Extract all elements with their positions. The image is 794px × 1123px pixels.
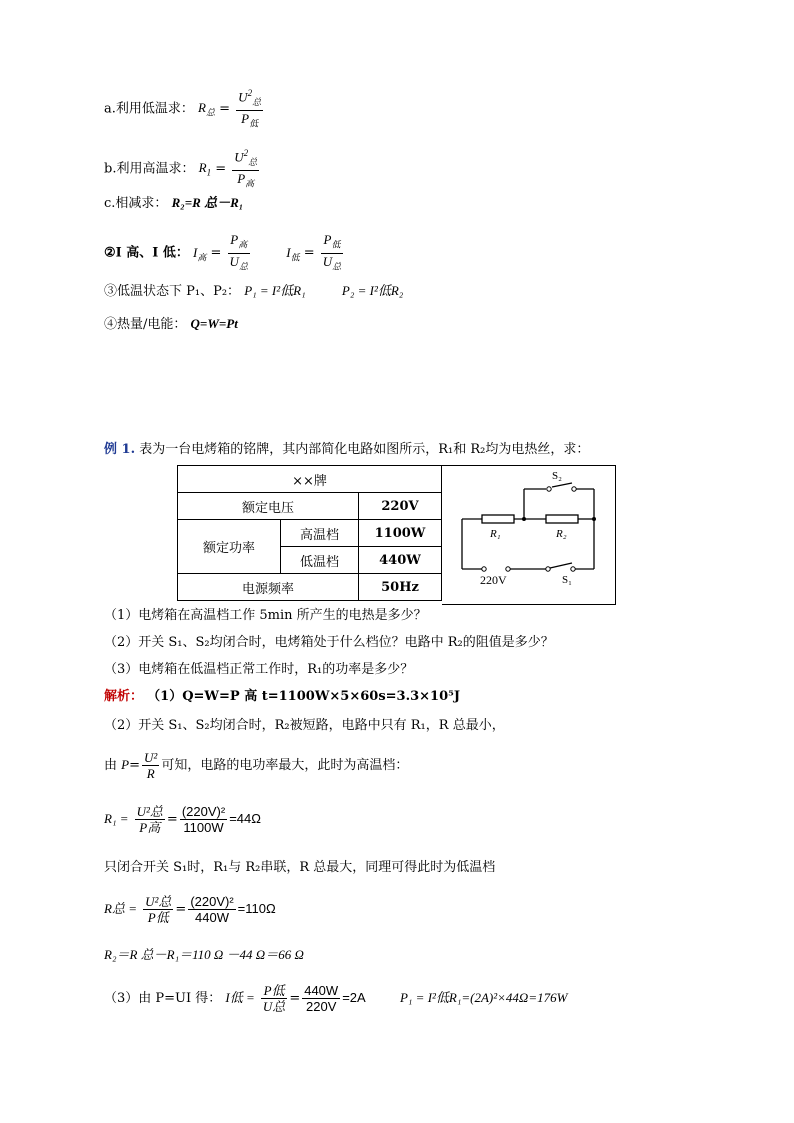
step-4 xyxy=(104,314,238,335)
circuit-diagram xyxy=(442,465,616,605)
question-1: （1）电烤箱在高温档工作 5min 所产生的电热是多少？ xyxy=(104,608,427,623)
step-3-label: ③低温状态下 P₁、P₂： xyxy=(104,284,241,299)
step-4-label: ④热量/电能： xyxy=(104,317,187,332)
solution-label: 解析： xyxy=(104,689,144,704)
table-voltage-value: 220V xyxy=(359,493,442,520)
formula-a-fraction: $\frac{U^2_总}{P_低}$ xyxy=(238,88,262,129)
table-high-label: 高温档 xyxy=(281,520,359,547)
step-4-formula: Q=W=Pt xyxy=(190,316,238,331)
rt-fraction-1: $\frac{\text{U²总}}{\text{P低}}$ xyxy=(145,894,172,925)
r1-result: =44Ω xyxy=(229,811,261,826)
current-result: =2A xyxy=(342,990,366,1005)
table-high-value: 1100W xyxy=(359,520,442,547)
formula-b-label: b.利用高温求： xyxy=(104,161,195,177)
label-r2: R₂ xyxy=(556,528,567,540)
solution-3: 只闭合开关 S₁时，R₁与 R₂串联，R 总最大，同理可得此时为低温档 xyxy=(104,860,496,875)
rt-lhs: R总 = xyxy=(104,901,137,916)
circuit-svg xyxy=(442,466,616,606)
solution-4-prefix: （3）由 P=UI 得： xyxy=(104,991,222,1006)
example-intro xyxy=(104,440,589,460)
question-3: （3）电烤箱在低温档正常工作时，R₁的功率是多少？ xyxy=(104,662,414,677)
solution-2b-prefix: 由 xyxy=(104,758,118,773)
nameplate-table xyxy=(177,465,442,601)
power-symbol: P xyxy=(121,757,130,772)
rt-result: =110Ω xyxy=(237,901,276,916)
solution-2b-suffix: 可知，电路的电功率最大，此时为高温档： xyxy=(161,758,409,773)
r1-fraction-1: $\frac{\text{U²总}}{\text{P高}}$ xyxy=(136,804,163,835)
formula-c-expression: R₂=R 总－R₁ xyxy=(171,195,244,210)
solution-1 xyxy=(104,687,460,707)
solution-2b xyxy=(104,750,408,781)
formula-c xyxy=(104,193,243,214)
step-3-p1: P₁ = I²低R₁ xyxy=(244,283,306,298)
p1-result: P₁ = I²低R₁=(2A)²×44Ω=176W xyxy=(399,990,568,1005)
table-low-label: 低温档 xyxy=(281,547,359,574)
current-fraction-2: $\frac{440W}{220V}$ xyxy=(304,983,339,1014)
example-label: 例 1. xyxy=(104,442,136,457)
i-high-fraction: $\frac{P_高}{U_总}$ xyxy=(229,232,248,272)
formula-b-fraction: $\frac{U^2_总}{P_高}$ xyxy=(234,148,258,189)
r1-calculation: R₁ = $\frac{\text{U²总}}{\text{P高}}$ = $\frac{\text{(220V)²}}{1100W}$ =44Ω xyxy=(104,804,261,835)
label-voltage: 220V xyxy=(480,573,507,587)
step-2-label: ②I 高、I 低： xyxy=(104,245,189,261)
table-freq-label: 电源频率 xyxy=(178,574,359,601)
label-s2: S₂ xyxy=(552,470,562,482)
solution-2: （2）开关 S₁、S₂均闭合时，R₂被短路，电路中只有 R₁，R 总最小， xyxy=(104,718,505,733)
power-fraction: $\frac{\text{U²}}{R}$ xyxy=(144,750,158,781)
label-r1: R₁ xyxy=(490,528,501,540)
rt-fraction-2: $\frac{\text{(220V)²}}{440W}$ xyxy=(190,894,234,925)
solution-1-text: （1）Q=W=P 高 t=1100W×5×60s=3.3×10⁵J xyxy=(147,689,460,704)
formula-a-lhs: $R_总$ xyxy=(198,100,215,118)
question-2: （2）开关 S₁、S₂均闭合时，电烤箱处于什么档位？电路中 R₂的阻值是多少？ xyxy=(104,635,554,650)
current-fraction-1: $\frac{\text{P低}}{\text{U总}}$ xyxy=(262,983,286,1014)
rt-calculation: R总 = $\frac{\text{U²总}}{\text{P低}}$ = $\frac{\text{(220V)²}}{440W}$ =110Ω xyxy=(104,894,276,925)
formula-b: b.利用高温求： $R_1$ = $\frac{U^2_总}{P_高}$ xyxy=(104,146,261,192)
r2-result-line: R₂＝R 总－R₁＝110 Ω －44 Ω＝66 Ω xyxy=(104,947,304,962)
step-3-p2: P₂ = I²低R₂ xyxy=(341,283,404,298)
current-low: I低 = xyxy=(225,990,255,1005)
table-power-label: 额定功率 xyxy=(178,520,281,574)
table-low-value: 440W xyxy=(359,547,442,574)
solution-4: （3）由 P=UI 得： I低 = $\frac{\text{P低}}{\text{U总}}$ = $\frac{440W}{220V}$ =2A P₁ = I²低R₁=(2A)²×44Ω=176W xyxy=(104,983,568,1014)
formula-a: a.利用低温求： $R_总$ = $\frac{U^2_总}{P_低}$ xyxy=(104,86,265,132)
table-brand: ××牌 xyxy=(178,466,442,493)
i-low: $I_低$ xyxy=(286,244,300,263)
table-voltage-label: 额定电压 xyxy=(178,493,359,520)
r1-lhs: R₁ = xyxy=(104,811,129,826)
step-2: ②I 高、I 低： $I_高$ = $\frac{P_高}{U_总}$ $I_低$ = $\frac{P_低}{U_总}$ xyxy=(104,232,345,274)
formula-c-label: c.相减求： xyxy=(104,196,168,211)
r1-fraction-2: $\frac{\text{(220V)²}}{1100W}$ xyxy=(181,804,226,835)
formula-a-label: a.利用低温求： xyxy=(104,101,194,117)
example-text: 表为一台电烤箱的铭牌，其内部简化电路如图所示，R₁和 R₂均为电热丝，求： xyxy=(139,442,590,457)
i-low-fraction: $\frac{P_低}{U_总}$ xyxy=(322,232,342,272)
formula-b-lhs: $R_1$ xyxy=(198,160,212,178)
i-high: $I_高$ xyxy=(193,244,207,263)
step-3 xyxy=(104,281,403,302)
equals-sign: = xyxy=(129,758,141,773)
table-freq-value: 50Hz xyxy=(359,574,442,601)
label-s1: S₁ xyxy=(562,574,572,586)
